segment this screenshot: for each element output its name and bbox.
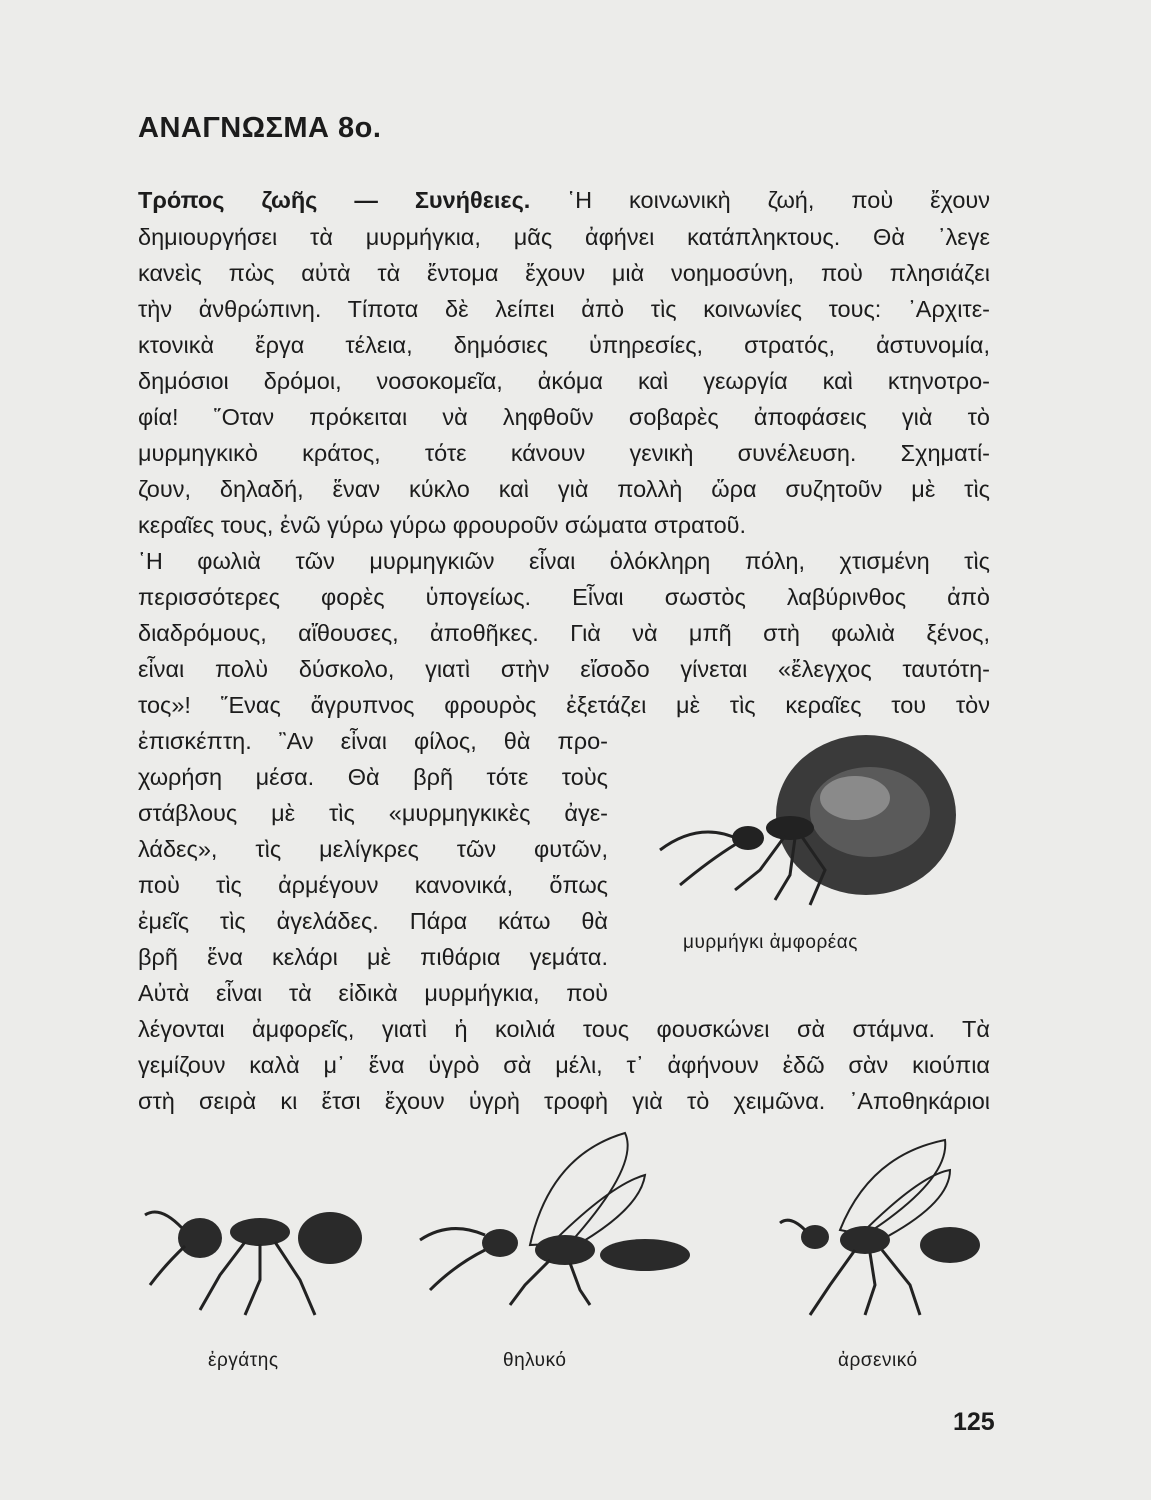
caption-male: ἀρσενικό: [838, 1350, 918, 1371]
paragraph-line: κτονικὰ ἔργα τέλεια, δημόσιες ὑπηρεσίες, στρατός, ἀστυνομία,: [138, 332, 990, 358]
paragraph-line: λάδες», τὶς μελίγκρες τῶν φυτῶν,: [138, 836, 608, 862]
paragraph-line: βρῆ ἕνα κελάρι μὲ πιθάρια γεμάτα.: [138, 944, 608, 970]
worker-ant-illustration: [140, 1180, 375, 1320]
paragraph-line: ῾Η φωλιὰ τῶν μυρμηγκιῶν εἶναι ὁλόκληρη πόλη, χτισμένη τὶς: [138, 548, 990, 574]
paragraph-line: λέγονται ἀμφορεῖς, γιατὶ ἡ κοιλιά τους φουσκώνει σὰ στάμνα. Τὰ: [138, 1016, 990, 1042]
paragraph-line: ζουν, δηλαδή, ἕναν κύκλο καὶ γιὰ πολλὴ ὥρα συζητοῦν μὲ τὶς: [138, 476, 990, 502]
paragraph-line: διαδρόμους, αἴθουσες, ἀποθῆκες. Γιὰ νὰ μπῆ στὴ φωλιὰ ξένος,: [138, 620, 990, 646]
paragraph-line: γεμίζουν καλὰ μ᾽ ἕνα ὑγρὸ σὰ μέλι, τ᾽ ἀφήνουν ἐδῶ σὰν κιούπια: [138, 1052, 990, 1078]
paragraph-line: κανεὶς πὼς αὐτὰ τὰ ἔντομα ἔχουν μιὰ νοημοσύνη, ποὺ πλησιάζει: [138, 260, 990, 286]
page-number: 125: [953, 1408, 995, 1436]
amphora-ant-illustration: [640, 720, 970, 920]
male-ant-illustration: [770, 1135, 995, 1320]
reading-title: ΑΝΑΓΝΩΣΜΑ 8ο.: [138, 112, 382, 144]
paragraph-line: τος»! ῞Ενας ἄγρυπνος φρουρὸς ἐξετάζει μὲ τὶς κεραῖες του τὸν: [138, 692, 990, 718]
lead-title: Τρόπος ζωῆς — Συνήθειες.: [138, 187, 531, 213]
paragraph-line: δημόσιοι δρόμοι, νοσοκομεῖα, ἀκόμα καὶ γεωργία καὶ κτηνοτρο-: [138, 368, 990, 394]
paragraph-line: δημιουργήσει τὰ μυρμήγκια, μᾶς ἀφήνει κατάπληκτους. Θὰ ᾽λεγε: [138, 224, 990, 250]
paragraph-line: μυρμηγκικὸ κράτος, τότε κάνουν γενικὴ συνέλευση. Σχηματί-: [138, 440, 990, 466]
paragraph-line: κεραῖες τους, ἐνῶ γύρω γύρω φρουροῦν σώματα στρατοῦ.: [138, 512, 747, 538]
paragraph-line: τὴν ἀνθρώπινη. Τίποτα δὲ λείπει ἀπὸ τὶς κοινωνίες τους: ᾽Αρχιτε-: [138, 296, 990, 322]
paragraph-line: ἐπισκέπτη. ῍Αν εἶναι φίλος, θὰ προ-: [138, 728, 608, 754]
paragraph-line-1: [138, 185, 990, 215]
paragraph-line: ποὺ τὶς ἀρμέγουν κανονικά, ὅπως: [138, 872, 608, 898]
paragraph-line: εἶναι πολὺ δύσκολο, γιατὶ στὴν εἴσοδο γίνεται «ἔλεγχος ταυτότη-: [138, 656, 990, 682]
paragraph-line: Αὐτὰ εἶναι τὰ εἰδικὰ μυρμήγκια, ποὺ: [138, 980, 608, 1006]
caption-worker: ἐργάτης: [208, 1350, 279, 1371]
line-text: ῾Η κοινωνικὴ ζωή, ποὺ ἔχουν: [567, 187, 990, 213]
female-ant-illustration: [400, 1125, 700, 1310]
paragraph-line: στάβλους μὲ τὶς «μυρμηγκικὲς ἀγε-: [138, 800, 608, 826]
paragraph-line: περισσότερες φορὲς ὑπογείως. Εἶναι σωστὸς λαβύρινθος ἀπὸ: [138, 584, 990, 610]
paragraph-line: στὴ σειρὰ κι ἔτσι ἔχουν ὑγρὴ τροφὴ γιὰ τὸ χειμῶνα. ᾽Αποθηκάριοι: [138, 1088, 990, 1114]
paragraph-line: φία! ῞Οταν πρόκειται νὰ ληφθοῦν σοβαρὲς ἀποφάσεις γιὰ τὸ: [138, 404, 990, 430]
paragraph-line: ἐμεῖς τὶς ἀγελάδες. Πάρα κάτω θὰ: [138, 908, 608, 934]
caption-female: θηλυκό: [503, 1350, 567, 1371]
caption-amphora: μυρμήγκι ἀμφορέας: [683, 932, 858, 953]
paragraph-line: χωρήση μέσα. Θὰ βρῆ τότε τοὺς: [138, 764, 608, 790]
